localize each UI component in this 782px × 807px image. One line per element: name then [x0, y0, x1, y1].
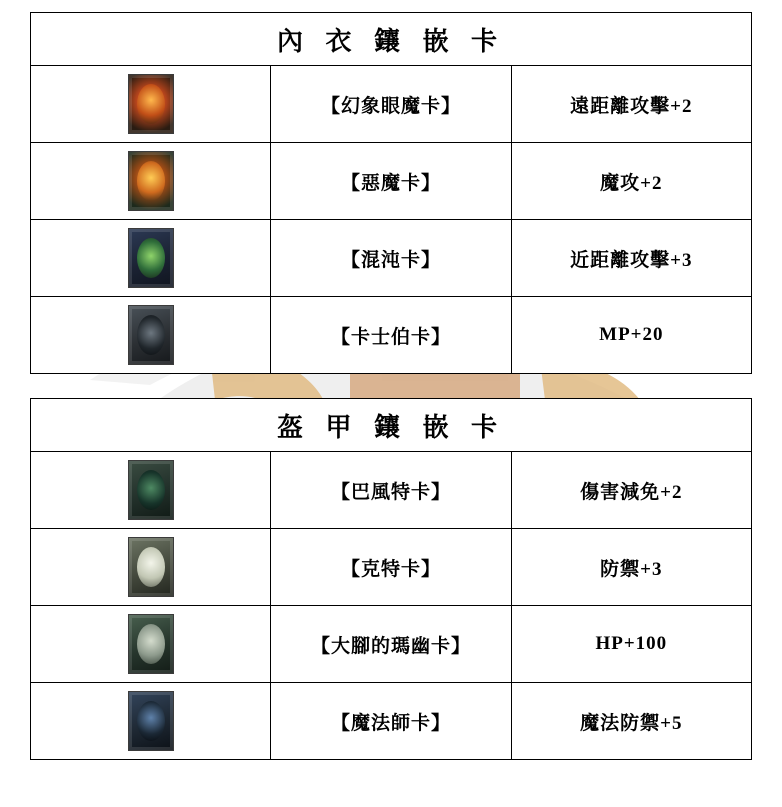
armor-card-table — [30, 398, 752, 760]
card-name: 【惡魔卡】 — [271, 143, 511, 220]
card-icon-demon — [128, 151, 174, 211]
table-row — [31, 452, 752, 529]
card-icon-phantom-eye — [128, 74, 174, 134]
card-icon-cell — [31, 606, 271, 683]
card-icon-bigfoot-maya — [128, 614, 174, 674]
underwear-card-table — [30, 12, 752, 374]
table-row — [31, 529, 752, 606]
card-icon-cell — [31, 529, 271, 606]
card-icon-casper — [128, 305, 174, 365]
card-icon-cell — [31, 297, 271, 374]
card-icon-cell — [31, 683, 271, 760]
table-title-row — [31, 13, 752, 66]
card-effect: 防禦+3 — [511, 529, 751, 606]
card-effect: 魔攻+2 — [511, 143, 751, 220]
card-icon-cell — [31, 452, 271, 529]
card-effect: 遠距離攻擊+2 — [511, 66, 751, 143]
card-effect: MP+20 — [511, 297, 751, 374]
card-icon-baphomet — [128, 460, 174, 520]
card-name: 【大腳的瑪幽卡】 — [271, 606, 511, 683]
card-icon-cell — [31, 220, 271, 297]
card-oval — [137, 238, 165, 278]
card-effect: HP+100 — [511, 606, 751, 683]
card-icon-cell — [31, 143, 271, 220]
card-oval — [137, 701, 165, 741]
table-title-row — [31, 399, 752, 452]
card-oval — [137, 470, 165, 510]
card-name: 【巴風特卡】 — [271, 452, 511, 529]
table-row — [31, 143, 752, 220]
underwear-table-title: 內 衣 鑲 嵌 卡 — [31, 13, 752, 66]
card-name: 【卡士伯卡】 — [271, 297, 511, 374]
table-row — [31, 66, 752, 143]
card-effect: 魔法防禦+5 — [511, 683, 751, 760]
table-row — [31, 683, 752, 760]
card-oval — [137, 547, 165, 587]
armor-table-title: 盔 甲 鑲 嵌 卡 — [31, 399, 752, 452]
card-icon-cell — [31, 66, 271, 143]
card-effect: 近距離攻擊+3 — [511, 220, 751, 297]
card-oval — [137, 624, 165, 664]
table-row — [31, 606, 752, 683]
card-name: 【魔法師卡】 — [271, 683, 511, 760]
table-row — [31, 220, 752, 297]
card-name: 【幻象眼魔卡】 — [271, 66, 511, 143]
card-oval — [137, 161, 165, 201]
card-icon-magician — [128, 691, 174, 751]
card-icon-chaos — [128, 228, 174, 288]
card-name: 【混沌卡】 — [271, 220, 511, 297]
card-oval — [137, 84, 165, 124]
table-row — [31, 297, 752, 374]
card-name: 【克特卡】 — [271, 529, 511, 606]
card-oval — [137, 315, 165, 355]
table-spacer — [30, 374, 752, 398]
card-effect: 傷害減免+2 — [511, 452, 751, 529]
card-icon-cat — [128, 537, 174, 597]
